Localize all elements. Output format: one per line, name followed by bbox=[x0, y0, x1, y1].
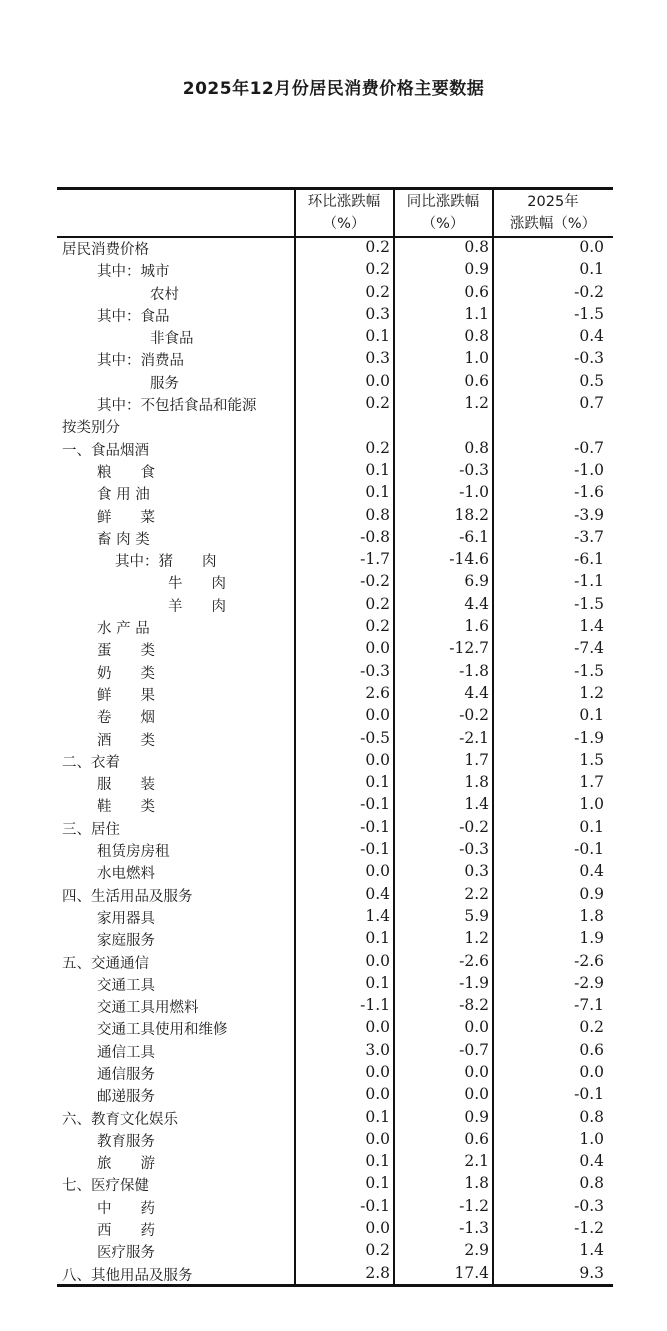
row-label: 服务 bbox=[150, 375, 179, 392]
row-label: 鲜 菜 bbox=[97, 509, 155, 526]
cell-yoy: 0.8 bbox=[464, 438, 489, 457]
table-row bbox=[57, 305, 613, 327]
table-row bbox=[57, 528, 613, 550]
cell-year: 1.4 bbox=[579, 1241, 604, 1260]
cell-year: 0.0 bbox=[579, 1062, 604, 1081]
cell-mom: 0.2 bbox=[365, 282, 390, 301]
table-row bbox=[57, 840, 613, 862]
cell-mom: 1.4 bbox=[365, 906, 390, 925]
row-label: 家庭服务 bbox=[97, 933, 155, 950]
row-label: 教育服务 bbox=[97, 1133, 155, 1150]
cell-yoy: 6.9 bbox=[464, 572, 489, 591]
cell-year: 0.5 bbox=[579, 371, 604, 390]
cell-mom: 0.3 bbox=[365, 349, 390, 368]
cell-mom: -0.2 bbox=[360, 572, 390, 591]
cell-yoy: -2.1 bbox=[459, 728, 489, 747]
row-label: 交通工具 bbox=[97, 977, 155, 994]
row-label: 水 产 品 bbox=[97, 621, 150, 638]
cell-year: 0.1 bbox=[579, 706, 604, 725]
row-label: 农村 bbox=[150, 286, 179, 303]
table-row bbox=[57, 238, 613, 260]
table-row bbox=[57, 1041, 613, 1063]
header-mom-line2: （%） bbox=[322, 216, 366, 232]
row-label: 其中：猪 肉 bbox=[115, 554, 217, 571]
cell-mom: 0.0 bbox=[365, 951, 390, 970]
cell-year: -1.2 bbox=[574, 1219, 604, 1238]
table-row bbox=[57, 729, 613, 751]
cell-mom: -0.5 bbox=[360, 728, 390, 747]
cell-year: 1.0 bbox=[579, 1129, 604, 1148]
cell-yoy: -2.6 bbox=[459, 951, 489, 970]
row-label: 六、教育文化娱乐 bbox=[62, 1111, 178, 1128]
table-row bbox=[57, 818, 613, 840]
cell-mom: 0.8 bbox=[365, 505, 390, 524]
table-row bbox=[57, 751, 613, 773]
table-row bbox=[57, 795, 613, 817]
cell-yoy: 0.6 bbox=[464, 371, 489, 390]
cell-mom: 0.2 bbox=[365, 617, 390, 636]
cell-year: -1.5 bbox=[574, 304, 604, 323]
cell-mom: 0.2 bbox=[365, 594, 390, 613]
row-label: 三、居住 bbox=[62, 821, 120, 838]
table-row bbox=[57, 572, 613, 594]
table-row bbox=[57, 483, 613, 505]
row-label: 粮 食 bbox=[97, 464, 155, 481]
cell-mom: 0.0 bbox=[365, 1129, 390, 1148]
row-label: 鲜 果 bbox=[97, 687, 155, 704]
cell-year: -0.3 bbox=[574, 349, 604, 368]
table-row bbox=[57, 550, 613, 572]
cell-yoy: 2.2 bbox=[464, 884, 489, 903]
table-row bbox=[57, 862, 613, 884]
cell-year: -1.0 bbox=[574, 460, 604, 479]
table-row bbox=[57, 929, 613, 951]
table-row bbox=[57, 394, 613, 416]
row-label: 奶 类 bbox=[97, 665, 155, 682]
cell-year: 0.4 bbox=[579, 862, 604, 881]
cell-yoy: 2.1 bbox=[464, 1152, 489, 1171]
cell-yoy: 1.2 bbox=[464, 929, 489, 948]
cell-yoy: -6.1 bbox=[459, 527, 489, 546]
cell-yoy: 0.8 bbox=[464, 238, 489, 256]
cell-yoy: -0.3 bbox=[459, 840, 489, 859]
row-label: 食 用 油 bbox=[97, 487, 150, 504]
table-row bbox=[57, 1085, 613, 1107]
table-row bbox=[57, 260, 613, 282]
cell-yoy: 0.9 bbox=[464, 1107, 489, 1126]
cell-yoy: 1.7 bbox=[464, 750, 489, 769]
row-label: 通信服务 bbox=[97, 1066, 155, 1083]
row-label: 羊 肉 bbox=[168, 598, 226, 615]
cell-mom: 2.8 bbox=[365, 1263, 390, 1282]
table-row bbox=[57, 639, 613, 661]
cell-year: -7.4 bbox=[574, 639, 604, 658]
row-label: 其中：不包括食品和能源 bbox=[97, 398, 257, 415]
header-year-line1: 2025年 bbox=[527, 194, 579, 210]
row-label: 医疗服务 bbox=[97, 1245, 155, 1262]
cell-yoy: -1.3 bbox=[459, 1219, 489, 1238]
cell-mom: -0.1 bbox=[360, 817, 390, 836]
table-row bbox=[57, 506, 613, 528]
header-mom-line1: 环比涨跌幅 bbox=[307, 194, 381, 210]
cell-year: 0.0 bbox=[579, 238, 604, 256]
cell-yoy: 4.4 bbox=[464, 594, 489, 613]
row-label: 交通工具使用和维修 bbox=[97, 1022, 228, 1039]
cell-year: 0.2 bbox=[579, 1018, 604, 1037]
row-label: 邮递服务 bbox=[97, 1089, 155, 1106]
table-row bbox=[57, 283, 613, 305]
cell-mom: 0.0 bbox=[365, 706, 390, 725]
row-label: 中 药 bbox=[97, 1200, 155, 1217]
cell-year: 1.5 bbox=[579, 750, 604, 769]
table-row bbox=[57, 974, 613, 996]
row-label: 二、衣着 bbox=[62, 754, 120, 771]
cell-mom: 0.1 bbox=[365, 929, 390, 948]
cell-mom: -0.1 bbox=[360, 840, 390, 859]
row-label: 其中：消费品 bbox=[97, 353, 184, 370]
cell-mom: 0.2 bbox=[365, 260, 390, 279]
cell-mom: -0.3 bbox=[360, 661, 390, 680]
cell-yoy: -8.2 bbox=[459, 996, 489, 1015]
header-mom bbox=[295, 191, 393, 237]
page-title: 2025年12月份居民消费价格主要数据 bbox=[182, 79, 485, 99]
cell-year: 0.6 bbox=[579, 1040, 604, 1059]
table-row bbox=[57, 1063, 613, 1085]
cell-yoy: 0.0 bbox=[464, 1062, 489, 1081]
row-label: 七、医疗保健 bbox=[62, 1178, 149, 1195]
table-row bbox=[57, 617, 613, 639]
cell-yoy: 1.8 bbox=[464, 773, 489, 792]
cell-yoy: 18.2 bbox=[454, 505, 489, 524]
cell-mom: 0.1 bbox=[365, 1152, 390, 1171]
cell-year: -0.1 bbox=[574, 840, 604, 859]
cell-mom: 0.2 bbox=[365, 394, 390, 413]
row-label: 五、交通通信 bbox=[62, 955, 149, 972]
row-label: 旅 游 bbox=[97, 1156, 155, 1173]
cell-mom: 0.0 bbox=[365, 1219, 390, 1238]
cell-yoy: -0.7 bbox=[459, 1040, 489, 1059]
cell-mom: 0.4 bbox=[365, 884, 390, 903]
cell-year: 9.3 bbox=[579, 1263, 604, 1282]
cell-year: 0.1 bbox=[579, 817, 604, 836]
table-row bbox=[57, 372, 613, 394]
cell-year: -1.6 bbox=[574, 483, 604, 502]
cell-yoy: 5.9 bbox=[464, 906, 489, 925]
cell-mom: 0.3 bbox=[365, 304, 390, 323]
cell-year: -1.5 bbox=[574, 594, 604, 613]
row-label: 交通工具用燃料 bbox=[97, 1000, 199, 1017]
header-year bbox=[493, 191, 613, 237]
cell-year: 0.8 bbox=[579, 1174, 604, 1193]
cell-year: -3.9 bbox=[574, 505, 604, 524]
cell-year: 1.9 bbox=[579, 929, 604, 948]
row-label: 其中：食品 bbox=[97, 308, 170, 325]
row-label: 居民消费价格 bbox=[62, 242, 149, 258]
row-label: 一、食品烟酒 bbox=[62, 442, 149, 459]
cell-yoy: 0.0 bbox=[464, 1085, 489, 1104]
row-label: 畜 肉 类 bbox=[97, 531, 150, 548]
table-row bbox=[57, 1264, 613, 1286]
cell-mom: 0.0 bbox=[365, 1018, 390, 1037]
cell-yoy: 1.0 bbox=[464, 349, 489, 368]
table-row bbox=[57, 349, 613, 371]
table-row bbox=[57, 885, 613, 907]
cell-mom: 0.1 bbox=[365, 460, 390, 479]
row-label: 通信工具 bbox=[97, 1044, 155, 1061]
cell-yoy: 0.6 bbox=[464, 282, 489, 301]
cell-yoy: -1.0 bbox=[459, 483, 489, 502]
row-label: 鞋 类 bbox=[97, 799, 155, 816]
cell-yoy: 0.0 bbox=[464, 1018, 489, 1037]
cell-yoy: 1.4 bbox=[464, 795, 489, 814]
cell-yoy: -0.3 bbox=[459, 460, 489, 479]
cell-yoy: -0.2 bbox=[459, 706, 489, 725]
row-label: 牛 肉 bbox=[168, 576, 226, 593]
cell-year: 0.4 bbox=[579, 1152, 604, 1171]
cell-year: -0.7 bbox=[574, 438, 604, 457]
cell-mom: 0.1 bbox=[365, 1107, 390, 1126]
cell-yoy: 0.8 bbox=[464, 327, 489, 346]
table-row bbox=[57, 952, 613, 974]
cell-year: 0.4 bbox=[579, 327, 604, 346]
cell-year: -1.1 bbox=[574, 572, 604, 591]
cell-year: 0.7 bbox=[579, 394, 604, 413]
table-row bbox=[57, 1197, 613, 1219]
cell-year: -1.9 bbox=[574, 728, 604, 747]
cell-yoy: 4.4 bbox=[464, 683, 489, 702]
cell-year: 1.8 bbox=[579, 906, 604, 925]
row-label: 卷 烟 bbox=[97, 710, 155, 727]
cell-mom: 3.0 bbox=[365, 1040, 390, 1059]
table-row bbox=[57, 461, 613, 483]
cell-mom: 0.1 bbox=[365, 1174, 390, 1193]
table-top-rule bbox=[57, 187, 613, 190]
row-label: 租赁房房租 bbox=[97, 844, 170, 861]
table-row bbox=[57, 907, 613, 929]
cell-mom: 0.1 bbox=[365, 327, 390, 346]
cell-mom: -1.7 bbox=[360, 550, 390, 569]
cell-mom: 0.1 bbox=[365, 773, 390, 792]
cell-yoy: -1.8 bbox=[459, 661, 489, 680]
table-row bbox=[57, 706, 613, 728]
table-row bbox=[57, 1152, 613, 1174]
cell-yoy: 0.3 bbox=[464, 862, 489, 881]
cell-mom: -1.1 bbox=[360, 996, 390, 1015]
row-label: 服 装 bbox=[97, 777, 155, 794]
cell-year: -0.3 bbox=[574, 1196, 604, 1215]
cell-year: 0.1 bbox=[579, 260, 604, 279]
cell-year: -7.1 bbox=[574, 996, 604, 1015]
cell-mom: 0.2 bbox=[365, 1241, 390, 1260]
cell-yoy: 1.6 bbox=[464, 617, 489, 636]
cell-year: 1.7 bbox=[579, 773, 604, 792]
cell-year: 0.8 bbox=[579, 1107, 604, 1126]
row-label: 酒 类 bbox=[97, 732, 155, 749]
cell-year: -6.1 bbox=[574, 550, 604, 569]
table-row bbox=[57, 1241, 613, 1263]
row-label: 西 药 bbox=[97, 1223, 155, 1240]
table-row bbox=[57, 327, 613, 349]
row-label: 其中：城市 bbox=[97, 264, 170, 281]
cell-yoy: -1.9 bbox=[459, 973, 489, 992]
cell-mom: 0.0 bbox=[365, 862, 390, 881]
row-label: 按类别分 bbox=[62, 420, 120, 437]
table-row bbox=[57, 1018, 613, 1040]
table-row bbox=[57, 1130, 613, 1152]
table-row bbox=[57, 1174, 613, 1196]
table-row bbox=[57, 684, 613, 706]
cell-yoy: 1.8 bbox=[464, 1174, 489, 1193]
cell-year: -1.5 bbox=[574, 661, 604, 680]
cell-mom: 0.0 bbox=[365, 750, 390, 769]
row-label: 家用器具 bbox=[97, 910, 155, 927]
cell-year: 1.2 bbox=[579, 683, 604, 702]
cell-mom: 0.2 bbox=[365, 238, 390, 256]
cell-mom: 0.2 bbox=[365, 438, 390, 457]
cell-year: 0.9 bbox=[579, 884, 604, 903]
table-row bbox=[57, 416, 613, 438]
cell-yoy: 0.9 bbox=[464, 260, 489, 279]
cell-yoy: -12.7 bbox=[449, 639, 489, 658]
row-label: 非食品 bbox=[150, 331, 194, 348]
cell-yoy: 2.9 bbox=[464, 1241, 489, 1260]
cell-mom: 2.6 bbox=[365, 683, 390, 702]
cell-mom: 0.0 bbox=[365, 1085, 390, 1104]
cell-yoy: -14.6 bbox=[449, 550, 489, 569]
cell-year: -0.1 bbox=[574, 1085, 604, 1104]
cell-mom: -0.1 bbox=[360, 795, 390, 814]
cell-year: -2.6 bbox=[574, 951, 604, 970]
table-row bbox=[57, 1219, 613, 1241]
table-row bbox=[57, 595, 613, 617]
cell-mom: 0.0 bbox=[365, 1062, 390, 1081]
row-label: 四、生活用品及服务 bbox=[62, 888, 193, 905]
header-yoy bbox=[394, 191, 492, 237]
header-yoy-line1: 同比涨跌幅 bbox=[406, 194, 480, 210]
cell-yoy: 1.2 bbox=[464, 394, 489, 413]
cell-year: 1.0 bbox=[579, 795, 604, 814]
cell-mom: 0.0 bbox=[365, 639, 390, 658]
cell-yoy: -1.2 bbox=[459, 1196, 489, 1215]
cell-mom: 0.0 bbox=[365, 371, 390, 390]
cell-year: -3.7 bbox=[574, 527, 604, 546]
row-label: 八、其他用品及服务 bbox=[62, 1267, 193, 1284]
cell-yoy: 1.1 bbox=[464, 304, 489, 323]
cell-mom: -0.8 bbox=[360, 527, 390, 546]
cell-year: -0.2 bbox=[574, 282, 604, 301]
row-label: 水电燃料 bbox=[97, 866, 155, 883]
cell-mom: -0.1 bbox=[360, 1196, 390, 1215]
table-row bbox=[57, 996, 613, 1018]
table-body bbox=[57, 238, 613, 1286]
cell-year: -2.9 bbox=[574, 973, 604, 992]
cell-mom: 0.1 bbox=[365, 973, 390, 992]
header-year-line2: 涨跌幅（%） bbox=[509, 216, 597, 232]
table-row bbox=[57, 1108, 613, 1130]
cell-yoy: 0.6 bbox=[464, 1129, 489, 1148]
row-label: 蛋 类 bbox=[97, 643, 155, 660]
cell-mom: 0.1 bbox=[365, 483, 390, 502]
header-yoy-line2: （%） bbox=[421, 216, 465, 232]
cell-yoy: 17.4 bbox=[454, 1263, 489, 1282]
cell-yoy: -0.2 bbox=[459, 817, 489, 836]
table-row bbox=[57, 773, 613, 795]
table-row bbox=[57, 662, 613, 684]
cell-year: 1.4 bbox=[579, 617, 604, 636]
table-row bbox=[57, 439, 613, 461]
